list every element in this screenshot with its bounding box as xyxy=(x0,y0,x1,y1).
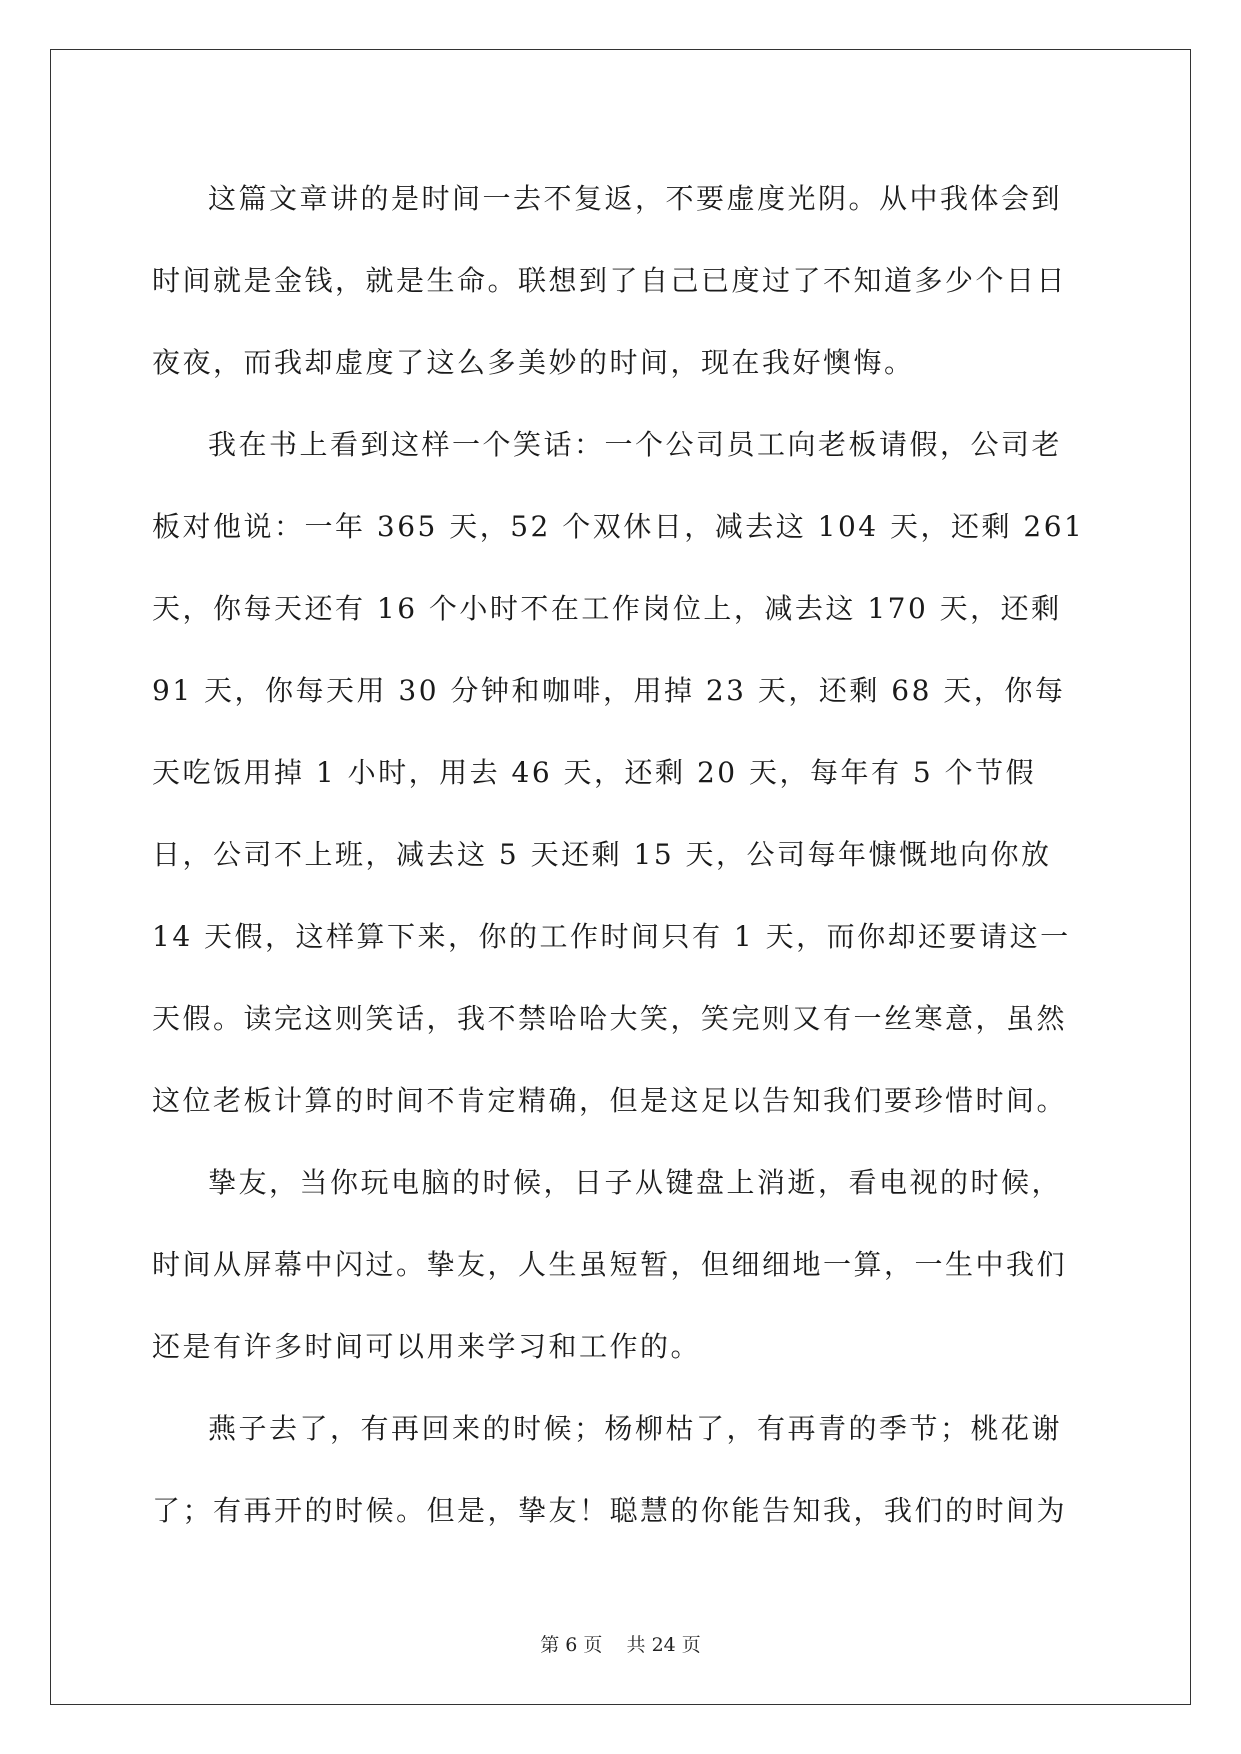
paragraph-3: 挚友，当你玩电脑的时候，日子从键盘上消逝，看电视的时候，时间从屏幕中闪过。挚友，人生虽短暂，但细细地一算，一生中我们还是有许多时间可以用来学习和工作的。 xyxy=(152,1166,1068,1363)
paragraph-1: 这篇文章讲的是时间一去不复返，不要虚度光阴。从中我体会到时间就是金钱，就是生命。联想到了自己已度过了不知道多少个日日夜夜，而我却虚度了这么多美妙的时间，现在我好懊悔。 xyxy=(152,182,1068,379)
paragraph-2: 我在书上看到这样一个笑话：一个公司员工向老板请假，公司老板对他说：一年 365 天，52 个双休日，减去这 104 天，还剩 261 天，你每天还有 16 个小时不在工作岗位上，减去这 170 天，还剩 91 天，你每天用 30 分钟和咖啡，用掉 23 天，还剩 68 天，你每天吃饭用掉 1 小时，用去 46 天，还剩 20 天，每年有 5 个节假日，公司不上班，减去这 5 天还剩 15 天，公司每年慷慨地向你放 14 天假，这样算下来，你的工作时间只有 1 天，而你却还要请这一天假。读完这则笑话，我不禁哈哈大笑，笑完则又有一丝寒意，虽然这位老板计算的时间不肯定精确，但是这足以告知我们要珍惜时间。 xyxy=(152,428,1085,1117)
paragraph-4: 燕子去了，有再回来的时候；杨柳枯了，有再青的季节；桃花谢了；有再开的时候。但是，挚友！聪慧的你能告知我，我们的时间为 xyxy=(152,1412,1068,1527)
page-footer xyxy=(0,1630,1241,1657)
page-number: 第 6 页 共 24 页 xyxy=(540,1634,701,1656)
document-body xyxy=(152,158,1092,1552)
